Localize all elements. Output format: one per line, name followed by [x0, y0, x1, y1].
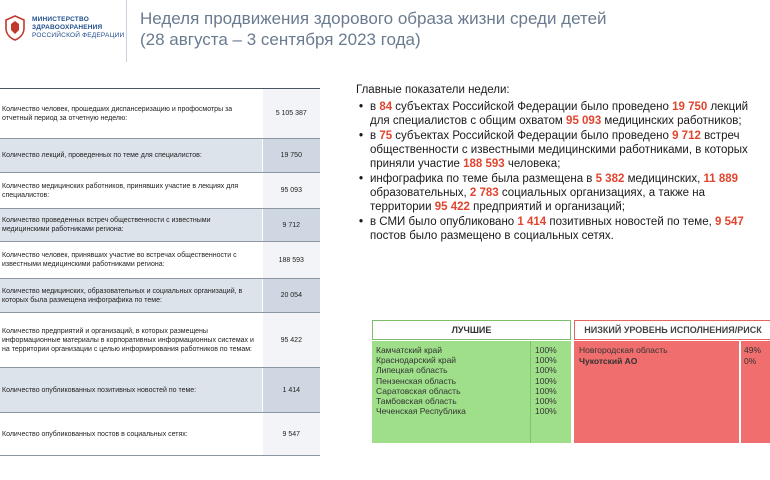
row-value: 19 750 [262, 139, 320, 172]
best-region: Чеченская Республика [376, 406, 466, 417]
row-label: Количество человек, принявших участие во встречах общественности с известными медицинскими работниками региона: [2, 252, 237, 268]
table-row [0, 242, 320, 279]
best-region: Камчатский край [376, 345, 443, 355]
best-pct: 100% [535, 375, 557, 386]
indicators [356, 83, 761, 244]
page-title [140, 8, 760, 50]
risk-region: Чукотский АО [579, 356, 638, 366]
row-label: Количество проведенных встреч общественности с известными медицинскими работниками региона: [0, 209, 262, 241]
best-pct: 100% [535, 365, 557, 376]
best-pct: 100% [535, 396, 557, 407]
table-row [0, 89, 320, 139]
best-region: Саратовская область [376, 385, 461, 396]
logo-line1: МИНИСТЕРСТВО [32, 16, 89, 23]
risk-regions [579, 345, 668, 367]
table-row [0, 368, 320, 413]
best-region: Краснодарский край [376, 355, 457, 366]
table-row [0, 313, 320, 368]
header [0, 0, 770, 62]
emblem-icon [4, 15, 26, 41]
stats-table [0, 88, 320, 456]
row-value: 188 593 [262, 242, 320, 278]
best-pct: 100% [535, 385, 557, 396]
risk-region: Новгородская область [579, 345, 668, 355]
row-value: 9 712 [262, 209, 320, 241]
row-value: 20 054 [262, 279, 320, 312]
logo-line2: ЗДРАВООХРАНЕНИЯ [32, 24, 103, 31]
header-divider [126, 0, 127, 62]
table-row [0, 139, 320, 173]
table-row [0, 173, 320, 209]
row-label: Количество опубликованных позитивных новостей по теме: [0, 368, 262, 412]
row-value: 5 105 387 [262, 89, 320, 138]
best-regions [376, 345, 466, 416]
row-label: Количество медицинских работников, принявших участие в лекциях для специалистов: [2, 182, 239, 199]
row-value: 95 422 [262, 313, 320, 367]
best-divider [530, 341, 531, 443]
best-pct: 100% [535, 345, 557, 355]
risk-divider [739, 341, 741, 443]
indicator-item: • инфографика по теме была размещена в 5 382 медицинских, 11 889 образовательных, 2 783 социальных организациях, а также на территории 95 422 предприятий и организаций; [370, 172, 761, 214]
best-header: ЛУЧШИЕ [372, 320, 571, 340]
logo-line3: РОССИЙСКОЙ ФЕДЕРАЦИИ [32, 32, 125, 39]
indicator-item: • в 75 субъектах Российской Федерации было проведено 9 712 встреч общественности с известными медицинскими работниками, в которых приняли участие 188 593 человека; [370, 129, 761, 171]
row-value: 9 547 [262, 413, 320, 455]
best-pct: 100% [535, 406, 557, 417]
risk-pct: 49% [744, 345, 762, 355]
row-label: Количество медицинских, образовательных и социальных организаций, в которых была размещена инфографика по теме: [0, 279, 262, 312]
title-line1: Неделя продвижения здорового образа жизни среди детей [140, 9, 607, 28]
risk-percents [744, 345, 761, 367]
row-label: Количество предприятий и организаций, в которых размещены информационные материалы в корпоративных информационных системах и на территории организации с целью информирования работников по темам: [2, 327, 254, 353]
row-value: 95 093 [262, 173, 320, 208]
table-row [0, 209, 320, 242]
ministry-logo [4, 10, 134, 46]
indicator-item: • в 84 субъектах Российской Федерации было проведено 19 750 лекций для специалистов с общим охватом 95 093 медицинских работников; [370, 100, 761, 128]
title-line2: (28 августа – 3 сентября 2023 года) [140, 30, 421, 49]
best-pct: 100% [535, 355, 557, 366]
table-row [0, 413, 320, 456]
indicators-title: Главные показатели недели: [356, 84, 510, 96]
indicators-list [356, 100, 761, 243]
best-region: Тамбовская область [376, 396, 457, 407]
best-percents [535, 345, 557, 416]
table-row [0, 279, 320, 313]
row-label: Количество лекций, проведенных по теме для специалистов: [0, 139, 262, 172]
best-region: Пензенская область [376, 375, 457, 386]
indicator-item: • в СМИ было опубликовано 1 414 позитивных новостей по теме, 9 547 постов было размещено в социальных сетях. [370, 215, 761, 243]
row-label: Количество опубликованных постов в социальных сетях: [2, 430, 188, 438]
row-label: Количество человек, прошедших диспансеризацию и профосмотры за отчетный период за отчетную неделю: [2, 105, 233, 122]
best-region: Липецкая область [376, 365, 448, 376]
risk-header: НИЗКИЙ УРОВЕНЬ ИСПОЛНЕНИЯ/РИСК [574, 320, 770, 340]
risk-pct: 0% [744, 356, 757, 366]
row-value: 1 414 [262, 368, 320, 412]
